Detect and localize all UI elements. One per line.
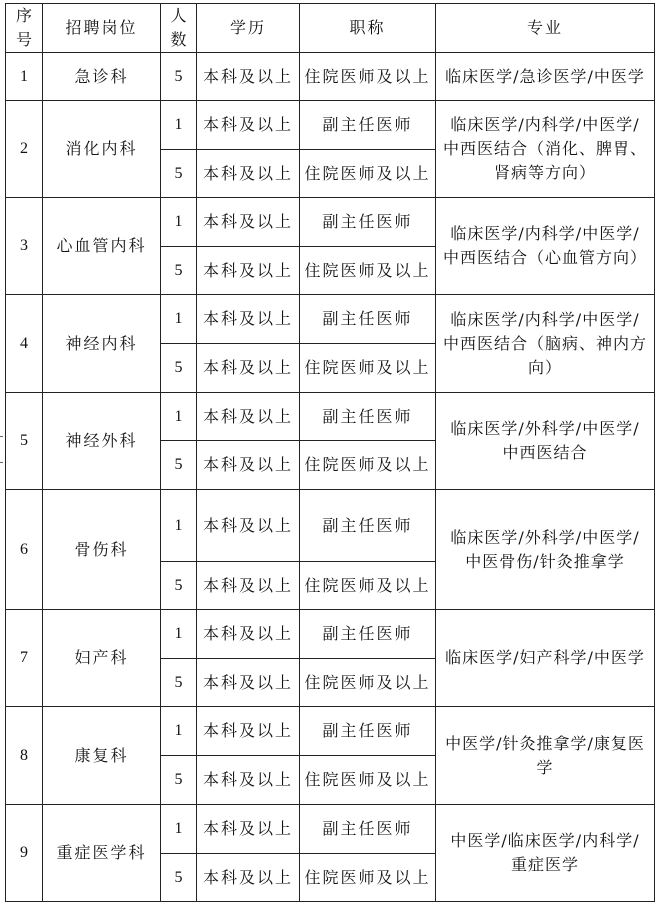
row-seq: 3 — [6, 198, 43, 295]
headcount: 5 — [161, 247, 197, 295]
major-req: 临床医学/外科学/中医学/中医骨伤/针灸推拿学 — [436, 490, 655, 610]
headcount: 5 — [161, 344, 197, 393]
post-name: 神经内科 — [43, 295, 161, 393]
title-req: 副主任医师 — [300, 707, 436, 756]
major-req: 中医学/针灸推拿学/康复医学 — [436, 707, 655, 805]
row-seq: 8 — [6, 707, 43, 805]
table-body — [6, 53, 655, 902]
headcount: 1 — [161, 490, 197, 562]
table-row — [6, 101, 655, 150]
headcount: 5 — [161, 53, 197, 101]
header-post: 招聘岗位 — [43, 4, 161, 53]
education-req: 本科及以上 — [197, 707, 300, 756]
row-seq: 2 — [6, 101, 43, 198]
headcount: 5 — [161, 150, 197, 198]
title-req: 副主任医师 — [300, 490, 436, 562]
title-req: 副主任医师 — [300, 198, 436, 247]
education-req: 本科及以上 — [197, 562, 300, 610]
education-req: 本科及以上 — [197, 756, 300, 805]
headcount: 1 — [161, 393, 197, 441]
title-req: 副主任医师 — [300, 101, 436, 150]
major-req: 临床医学/妇产科学/中医学 — [436, 610, 655, 707]
header-row — [6, 4, 655, 53]
post-name: 妇产科 — [43, 610, 161, 707]
major-req: 临床医学/内科学/中医学/中西医结合（消化、脾胃、肾病等方向） — [436, 101, 655, 198]
title-req: 副主任医师 — [300, 610, 436, 659]
header-count: 人数 — [161, 4, 197, 53]
title-req: 住院医师及以上 — [300, 53, 436, 101]
table-row — [6, 53, 655, 101]
header-seq: 序号 — [6, 4, 43, 53]
headcount: 5 — [161, 441, 197, 490]
major-req: 临床医学/内科学/中医学/中西医结合（脑病、神内方向） — [436, 295, 655, 393]
education-req: 本科及以上 — [197, 854, 300, 902]
title-req: 副主任医师 — [300, 393, 436, 441]
header-major: 专业 — [436, 4, 655, 53]
headcount: 1 — [161, 707, 197, 756]
row-seq: 6 — [6, 490, 43, 610]
major-req: 临床医学/内科学/中医学/中西医结合（心血管方向） — [436, 198, 655, 295]
education-req: 本科及以上 — [197, 610, 300, 659]
row-seq: 5 — [6, 393, 43, 490]
title-req: 副主任医师 — [300, 805, 436, 854]
headcount: 1 — [161, 198, 197, 247]
table-row — [6, 707, 655, 756]
header-title: 职称 — [300, 4, 436, 53]
education-req: 本科及以上 — [197, 441, 300, 490]
major-req: 中医学/临床医学/内科学/重症医学 — [436, 805, 655, 902]
title-req: 住院医师及以上 — [300, 344, 436, 393]
post-name: 消化内科 — [43, 101, 161, 198]
post-name: 康复科 — [43, 707, 161, 805]
headcount: 5 — [161, 756, 197, 805]
headcount: 5 — [161, 562, 197, 610]
headcount: 1 — [161, 295, 197, 344]
headcount: 1 — [161, 610, 197, 659]
row-seq: 7 — [6, 610, 43, 707]
title-req: 住院医师及以上 — [300, 756, 436, 805]
post-name: 急诊科 — [43, 53, 161, 101]
education-req: 本科及以上 — [197, 101, 300, 150]
table-row — [6, 198, 655, 247]
education-req: 本科及以上 — [197, 198, 300, 247]
table-row — [6, 490, 655, 562]
header-edu: 学历 — [197, 4, 300, 53]
education-req: 本科及以上 — [197, 295, 300, 344]
education-req: 本科及以上 — [197, 53, 300, 101]
headcount: 5 — [161, 659, 197, 707]
title-req: 住院医师及以上 — [300, 150, 436, 198]
headcount: 1 — [161, 101, 197, 150]
post-name: 神经外科 — [43, 393, 161, 490]
title-req: 住院医师及以上 — [300, 441, 436, 490]
table-row — [6, 393, 655, 441]
education-req: 本科及以上 — [197, 344, 300, 393]
row-seq: 1 — [6, 53, 43, 101]
education-req: 本科及以上 — [197, 247, 300, 295]
post-name: 重症医学科 — [43, 805, 161, 902]
headcount: 1 — [161, 805, 197, 854]
major-req: 临床医学/急诊医学/中医学 — [436, 53, 655, 101]
title-req: 住院医师及以上 — [300, 854, 436, 902]
title-req: 副主任医师 — [300, 295, 436, 344]
margin-mark — [0, 436, 3, 437]
post-name: 骨伤科 — [43, 490, 161, 610]
education-req: 本科及以上 — [197, 490, 300, 562]
row-seq: 4 — [6, 295, 43, 393]
headcount: 5 — [161, 854, 197, 902]
title-req: 住院医师及以上 — [300, 562, 436, 610]
major-req: 临床医学/外科学/中医学/中西医结合 — [436, 393, 655, 490]
table-row — [6, 295, 655, 344]
row-seq: 9 — [6, 805, 43, 902]
education-req: 本科及以上 — [197, 805, 300, 854]
title-req: 住院医师及以上 — [300, 659, 436, 707]
table-row — [6, 610, 655, 659]
recruitment-table — [5, 3, 655, 902]
education-req: 本科及以上 — [197, 393, 300, 441]
margin-mark — [0, 462, 3, 463]
education-req: 本科及以上 — [197, 659, 300, 707]
education-req: 本科及以上 — [197, 150, 300, 198]
post-name: 心血管内科 — [43, 198, 161, 295]
title-req: 住院医师及以上 — [300, 247, 436, 295]
table-row — [6, 805, 655, 854]
